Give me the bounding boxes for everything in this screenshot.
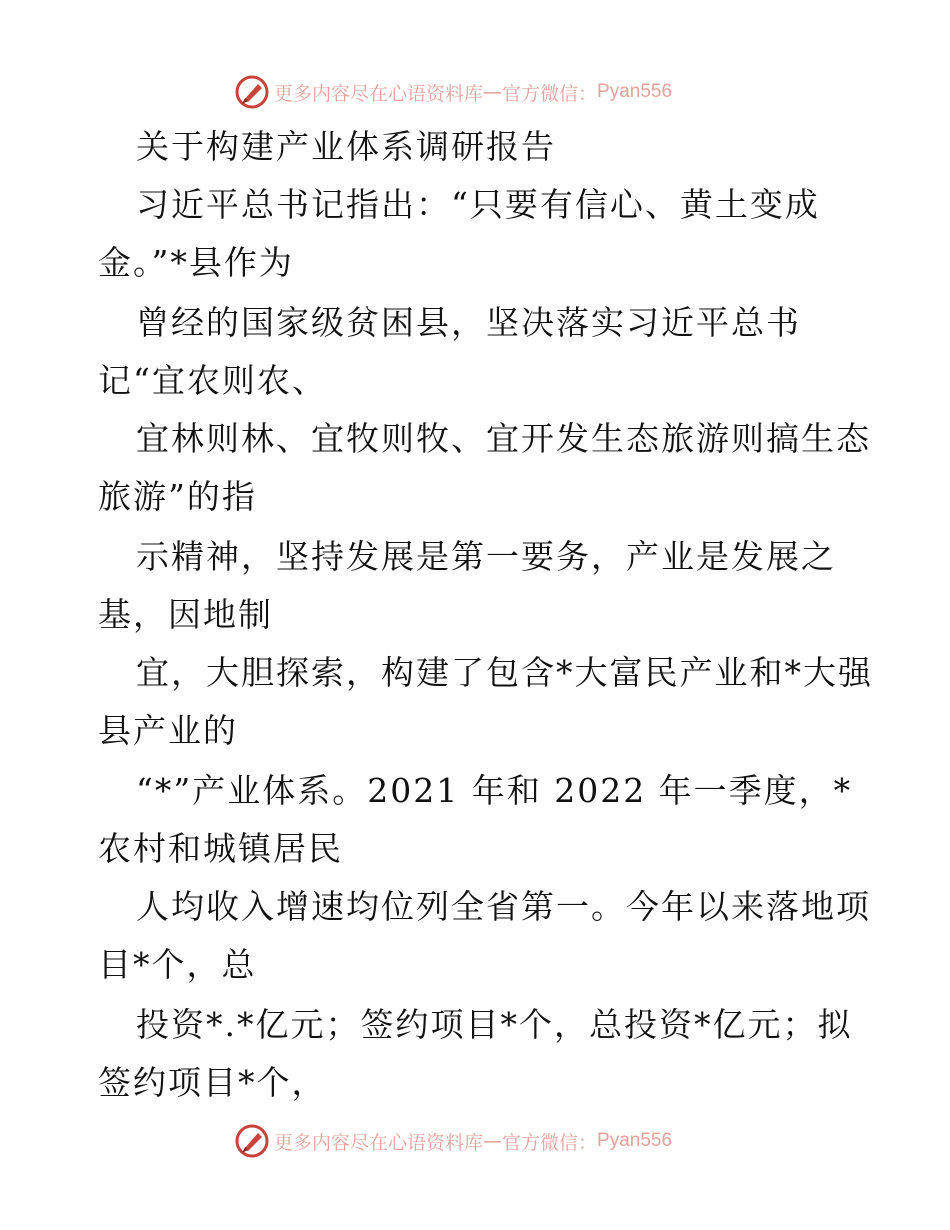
paragraph-line: 人均收入增速均位列全省第一。今年以来落地项 [136, 887, 871, 926]
watermark-separator: — [483, 81, 503, 103]
watermark-main-text: 更多内容尽在心语资料库 [274, 82, 484, 105]
watermark-contact-text: 官方微信： [502, 82, 598, 105]
document-title: 关于构建产业体系调研报告 [136, 127, 556, 166]
paragraph-line: 示精神，坚持发展是第一要务，产业是发展之 [136, 537, 836, 576]
paragraph-line: 县产业的 [98, 711, 238, 750]
paragraph-line: 基，因地制 [98, 595, 273, 634]
paragraph-line: 目*个，总 [98, 945, 257, 984]
watermark-contact-id: Pyan556 [597, 81, 673, 102]
header-watermark [234, 72, 672, 112]
paragraph-line: 签约项目*个， [98, 1063, 327, 1102]
paragraph-line: 旅游”的指 [98, 477, 257, 516]
paragraph-line: 曾经的国家级贫困县，坚决落实习近平总书 [136, 303, 801, 342]
watermark-contact-text: 官方微信： [502, 1131, 598, 1154]
paragraph-line: 投资*.*亿元；签约项目*个，总投资*亿元；拟 [136, 1005, 853, 1044]
pen-logo-icon [234, 74, 270, 110]
watermark-main-text: 更多内容尽在心语资料库 [274, 1131, 484, 1154]
paragraph-line: 农村和城镇居民 [98, 829, 343, 868]
watermark-separator: — [483, 1130, 503, 1152]
pen-logo-icon [234, 1123, 270, 1159]
paragraph-line: “*”产业体系。2021 年和 2022 年一季度，* [136, 771, 853, 810]
paragraph-line: 习近平总书记指出：“只要有信心、黄土变成 [136, 185, 820, 224]
paragraph-line: 金。”*县作为 [98, 243, 294, 282]
watermark-contact-id: Pyan556 [597, 1130, 673, 1151]
footer-watermark [234, 1121, 672, 1161]
paragraph-line: 宜，大胆探索，构建了包含*大富民产业和*大强 [136, 653, 873, 692]
paragraph-line: 记“宜农则农、 [98, 361, 327, 400]
paragraph-line: 宜林则林、宜牧则牧、宜开发生态旅游则搞生态 [136, 419, 871, 458]
